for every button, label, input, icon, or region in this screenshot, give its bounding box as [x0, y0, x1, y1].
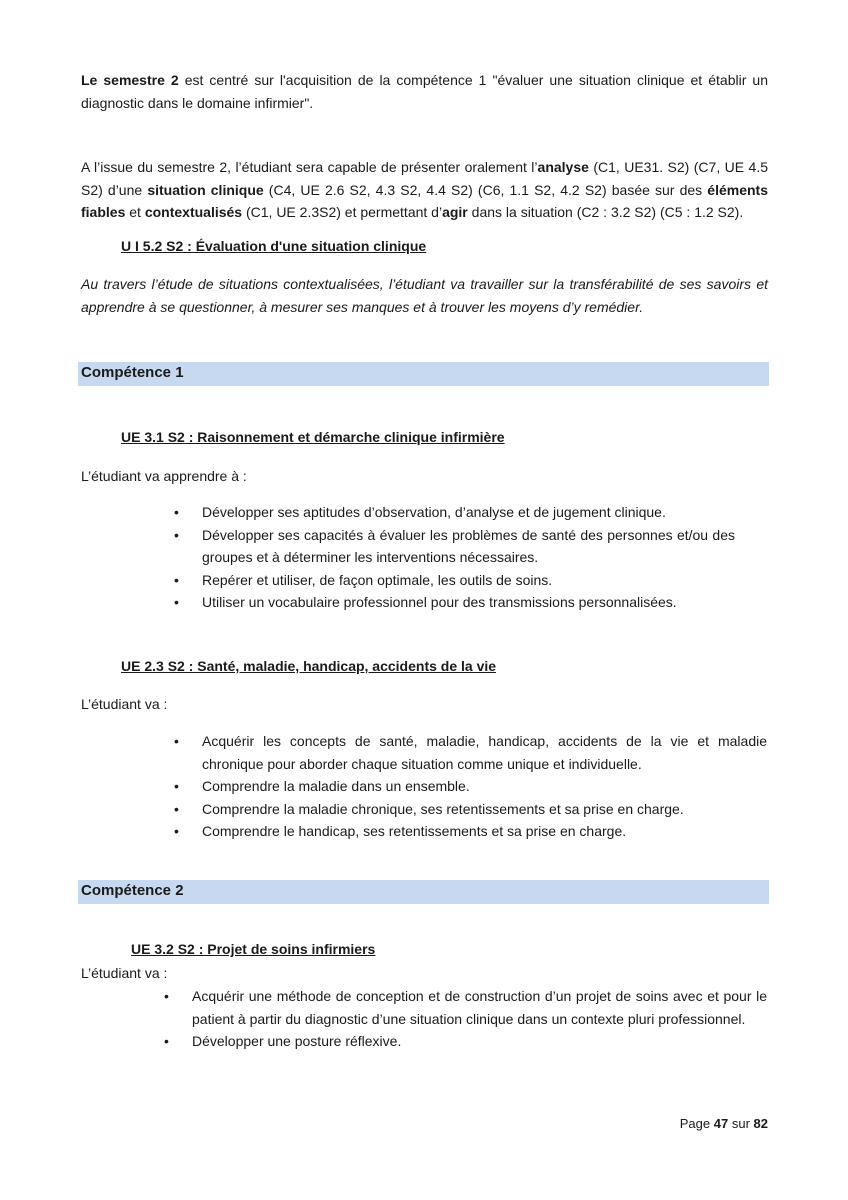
footer-page-number: 47 — [713, 1116, 729, 1131]
ue-3-1-list — [174, 501, 735, 614]
competence-2-header — [78, 880, 769, 904]
bullet-icon: • — [174, 571, 179, 588]
bold-text-run: situation clinique — [147, 181, 264, 198]
bullet-icon: • — [174, 823, 179, 839]
list-item — [174, 775, 767, 798]
text-run: (C1, UE 2.3S2) et permettant d’ — [242, 204, 443, 220]
ue-2-3-list — [174, 730, 767, 843]
ue-3-1-title: UE 3.1 S2 : Raisonnement et démarche clinique infirmière — [121, 429, 505, 445]
competence-1-label: Compétence 1 — [81, 364, 184, 381]
text-run: A l’issue du semestre 2, l’étudiant sera capable de présenter oralement l’ — [81, 159, 538, 175]
text-run: est centré sur l'acquisition de la compétence 1 "évaluer une situation clinique et établir un diagnostic dans le domaine infirmier". — [81, 72, 768, 111]
text-run: (C1, UE31. S2) (C7, UE 4.5 S2) d’une — [81, 159, 768, 198]
page-footer — [680, 1116, 768, 1131]
list-item — [164, 1030, 767, 1053]
ue-3-2-list — [164, 985, 767, 1053]
text-run: dans la situation (C2 : 3.2 S2) (C5 : 1.2 S2). — [467, 204, 744, 220]
bullet-icon: • — [174, 800, 179, 817]
list-item — [174, 501, 735, 524]
bullet-icon: • — [174, 526, 179, 543]
list-item — [164, 985, 767, 1030]
list-item-text: Acquérir les concepts de santé, maladie, handicap, accidents de la vie et maladie chronique pour aborder chaque situation comme unique et individuelle. — [202, 733, 767, 772]
intro-paragraph-1 — [81, 69, 768, 114]
text-run: (C4, UE 2.6 S2, 4.3 S2, 4.4 S2) (C6, 1.1 S2, 4.2 S2) basée sur des — [263, 181, 708, 198]
list-item — [174, 820, 767, 843]
bullet-icon: • — [174, 778, 179, 794]
ui-5-2-title: U I 5.2 S2 : Évaluation d'une situation clinique — [121, 238, 427, 254]
ue-3-1-lead: L’étudiant va apprendre à : — [81, 468, 247, 484]
bold-text-run: analyse — [537, 159, 589, 175]
list-item — [174, 591, 735, 614]
bold-text-run: éléments fiables — [81, 181, 768, 220]
list-item-text: Utiliser un vocabulaire professionnel pour des transmissions personnalisées. — [202, 594, 677, 610]
ue-3-2-title: UE 3.2 S2 : Projet de soins infirmiers — [131, 941, 376, 957]
list-item-text: Comprendre la maladie dans un ensemble. — [202, 778, 470, 794]
bullet-icon: • — [164, 1033, 169, 1049]
competence-2-label: Compétence 2 — [81, 882, 184, 899]
ue-2-3-title: UE 2.3 S2 : Santé, maladie, handicap, accidents de la vie — [121, 658, 497, 674]
bullet-icon: • — [174, 504, 179, 520]
list-item-text: Comprendre le handicap, ses retentissements et sa prise en charge. — [202, 823, 627, 839]
footer-total-pages: 82 — [753, 1116, 768, 1131]
bullet-icon: • — [164, 988, 169, 1004]
text-run: et — [125, 204, 145, 220]
list-item-text: Repérer et utiliser, de façon optimale, les outils de soins. — [202, 571, 553, 588]
list-item — [174, 569, 735, 592]
footer-mid: sur — [731, 1116, 750, 1131]
list-item-text: Développer ses aptitudes d’observation, d’analyse et de jugement clinique. — [202, 504, 666, 520]
intro-paragraph-2 — [81, 156, 768, 224]
list-item-text: Comprendre la maladie chronique, ses retentissements et sa prise en charge. — [202, 800, 684, 817]
list-item-text: Développer une posture réflexive. — [192, 1033, 402, 1049]
bullet-icon: • — [174, 594, 179, 610]
ue-2-3-lead: L’étudiant va : — [81, 696, 168, 712]
bold-text-run: contextualisés — [144, 204, 243, 220]
list-item-text: Développer ses capacités à évaluer les problèmes de santé des personnes et/ou des groupes et à déterminer les interventions nécessaires. — [202, 526, 735, 565]
list-item — [174, 730, 767, 775]
bullet-icon: • — [174, 733, 179, 749]
bold-text-run: agir — [442, 204, 468, 220]
list-item — [174, 524, 735, 569]
list-item — [174, 798, 767, 821]
ui-5-2-description: Au travers l’étude de situations contextualisées, l’étudiant va travailler sur la transférabilité de ses savoirs et apprendre à se questionner, à mesurer ses manques et à trouver les moyens d’y remédier. — [81, 276, 768, 315]
competence-1-header — [78, 362, 769, 386]
footer-prefix: Page — [679, 1116, 711, 1131]
list-item-text: Acquérir une méthode de conception et de construction d’un projet de soins avec et pour le patient à partir du diagnostic d’une situation clinique dans un contexte pluri professionnel. — [192, 988, 767, 1027]
bold-text-run: Le semestre 2 — [81, 72, 179, 88]
ue-3-2-lead: L’étudiant va : — [81, 965, 168, 981]
